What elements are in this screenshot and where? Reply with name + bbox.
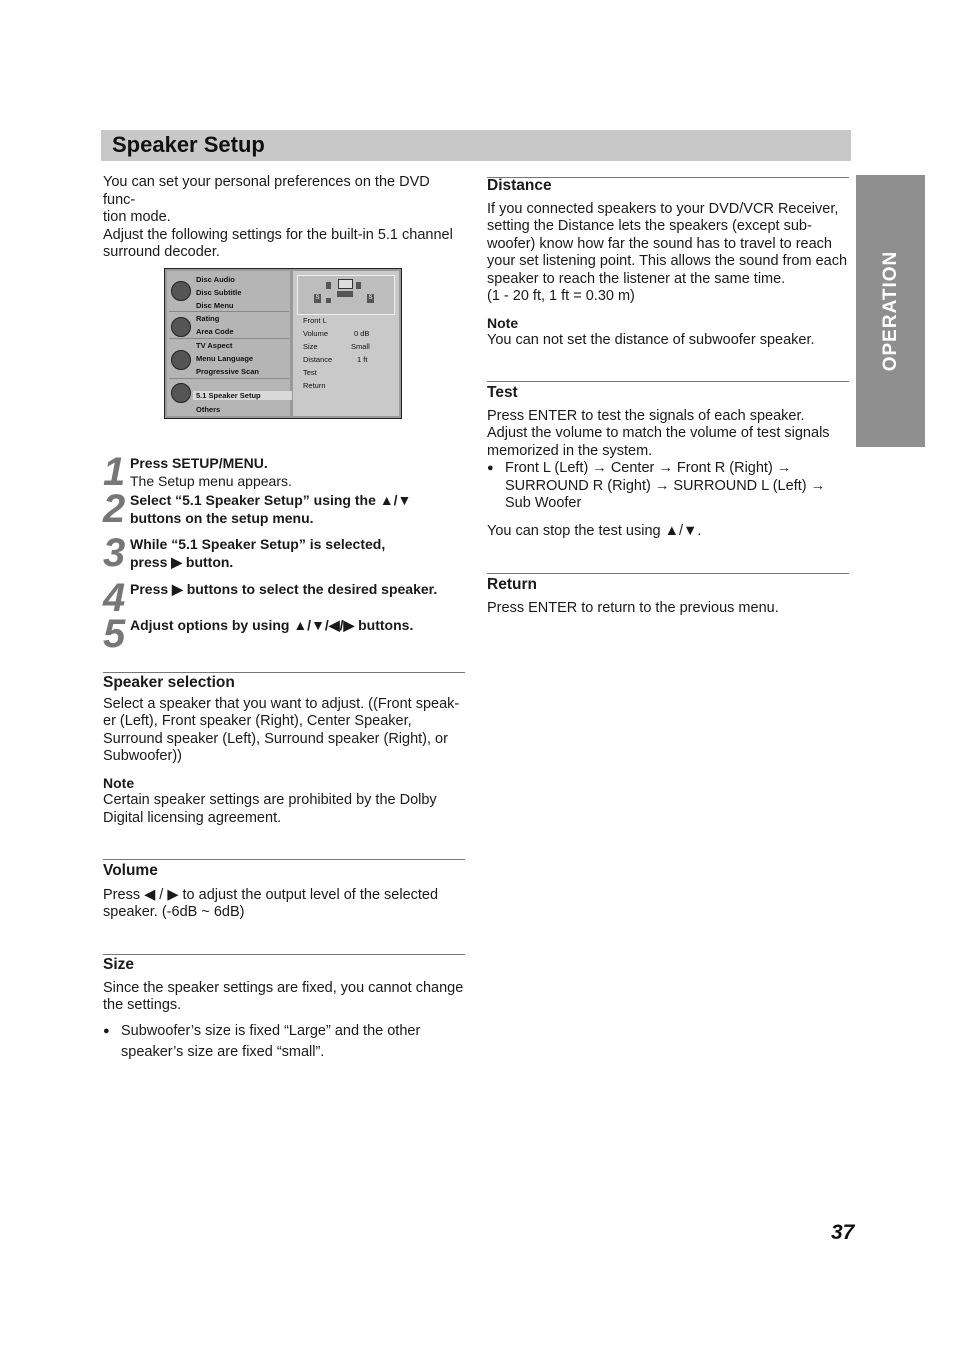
bullet-item bbox=[103, 1021, 465, 1063]
section-divider bbox=[487, 573, 849, 574]
step-instruction: While “5.1 Speaker Setup” is selected, bbox=[130, 536, 386, 552]
body-line: You can stop the test using ▲/▼. bbox=[487, 522, 702, 539]
section-divider bbox=[103, 672, 465, 673]
step-instruction: Press SETUP/MENU. bbox=[130, 455, 268, 471]
bullet-line: speaker’s size are fixed “small”. bbox=[121, 1043, 325, 1060]
step-number: 5 bbox=[103, 612, 126, 656]
body-line: Adjust the volume to match the volume of test signals bbox=[487, 425, 830, 441]
note-line: Certain speaker settings are prohibited by the Dolby bbox=[103, 792, 437, 808]
note-heading: Note bbox=[487, 314, 519, 331]
section-divider bbox=[103, 859, 465, 860]
note-heading: Note bbox=[103, 774, 135, 791]
menu-item-selected: 5.1 Speaker Setup bbox=[193, 391, 292, 400]
bullet-line: ● Subwoofer’s size is fixed “Large” and the other bbox=[121, 1022, 421, 1039]
section-tab-label: OPERATION bbox=[879, 250, 901, 372]
step-instruction: Adjust options by using ▲/▼/◀/▶ buttons. bbox=[130, 617, 414, 633]
setup-menu-left-panel bbox=[167, 271, 290, 416]
body-line: the settings. bbox=[103, 997, 182, 1013]
intro-line: You can set your personal preferences on the DVD func- bbox=[103, 174, 430, 208]
speaker-icon bbox=[171, 383, 191, 403]
size-section bbox=[103, 956, 465, 1063]
center-speaker-icon bbox=[337, 291, 353, 297]
page-title: Speaker Setup bbox=[112, 132, 265, 157]
speaker-selection-section bbox=[103, 674, 465, 827]
step-text bbox=[130, 535, 385, 571]
bullet-line: SURROUND R (Right) → SURROUND L (Left) → bbox=[505, 477, 826, 494]
volume-section bbox=[103, 862, 465, 922]
body-line: speaker. (-6dB ~ 6dB) bbox=[103, 904, 245, 920]
step-text bbox=[130, 616, 413, 634]
menu-item: Rating bbox=[196, 314, 220, 323]
tv-screen-icon bbox=[338, 279, 353, 289]
body-line: Subwoofer)) bbox=[103, 748, 182, 764]
subwoofer-icon bbox=[326, 298, 331, 303]
option-label: Distance bbox=[303, 355, 333, 364]
body-line: Press ◀ / ▶ to adjust the output level of the selected bbox=[103, 886, 439, 903]
section-heading: Test bbox=[487, 384, 518, 401]
bullet-line: ● Front L (Left) → Center → Front R (Right) → bbox=[505, 460, 792, 476]
body-line: speaker to reach the listener at the same time. bbox=[487, 270, 786, 287]
body-line: your set listening point. This allows the sound from each bbox=[487, 253, 848, 269]
body-line: er (Left), Front speaker (Right), Center Speaker, bbox=[103, 713, 412, 729]
page-number: 37 bbox=[831, 1221, 855, 1244]
step-text bbox=[130, 580, 437, 598]
section-heading: Speaker selection bbox=[103, 674, 235, 691]
option-label: Return bbox=[303, 381, 326, 390]
body-line: memorized in the system. bbox=[487, 442, 653, 459]
speaker-name: Front L bbox=[303, 316, 327, 325]
menu-item: Progressive Scan bbox=[196, 367, 259, 376]
menu-item: Disc Menu bbox=[196, 301, 234, 310]
note-line: You can not set the distance of subwoofer speaker. bbox=[487, 332, 815, 348]
section-divider bbox=[103, 954, 465, 955]
front-right-speaker-icon bbox=[356, 282, 361, 289]
intro-line: surround decoder. bbox=[103, 244, 220, 260]
return-section bbox=[487, 576, 849, 617]
step-text bbox=[130, 491, 411, 527]
body-line: Press ENTER to return to the previous menu. bbox=[487, 599, 779, 616]
distance-section bbox=[487, 177, 849, 350]
body-line: (1 - 20 ft, 1 ft = 0.30 m) bbox=[487, 288, 635, 304]
menu-item: TV Aspect bbox=[196, 341, 233, 350]
note-line: Digital licensing agreement. bbox=[103, 809, 282, 826]
body-line: setting the Distance lets the speakers (except sub- bbox=[487, 218, 812, 234]
surround-right-speaker-icon: S bbox=[368, 295, 373, 301]
menu-item: Menu Language bbox=[196, 354, 254, 363]
menu-item: Disc Audio bbox=[196, 275, 235, 284]
body-line: Since the speaker settings are fixed, you cannot change bbox=[103, 979, 464, 996]
body-line: Surround speaker (Left), Surround speaker (Right), or bbox=[103, 730, 448, 747]
section-heading: Distance bbox=[487, 177, 552, 194]
step-number: 2 bbox=[103, 487, 126, 531]
bullet-item bbox=[487, 460, 849, 513]
intro-line: Adjust the following settings for the built-in 5.1 channel bbox=[103, 226, 453, 243]
step-instruction: press ▶ button. bbox=[130, 554, 234, 570]
intro-line: tion mode. bbox=[103, 209, 171, 225]
step-instruction: Press ▶ buttons to select the desired speaker. bbox=[130, 581, 438, 597]
step-number: 3 bbox=[103, 531, 126, 575]
step-number: 4 bbox=[103, 576, 126, 620]
section-divider bbox=[487, 381, 849, 382]
option-label: Volume bbox=[303, 329, 329, 338]
surround-left-speaker-icon: S bbox=[315, 295, 320, 301]
section-heading: Volume bbox=[103, 862, 158, 879]
speaker-layout-diagram bbox=[297, 275, 395, 315]
title-bar bbox=[101, 130, 851, 161]
menu-item: Disc Subtitle bbox=[196, 288, 242, 297]
option-value: 1 ft bbox=[357, 355, 368, 364]
section-heading: Return bbox=[487, 576, 537, 593]
body-line: Press ENTER to test the signals of each speaker. bbox=[487, 407, 805, 424]
step-result: The Setup menu appears. bbox=[130, 473, 292, 489]
front-left-speaker-icon bbox=[326, 282, 331, 289]
step-instruction: buttons on the setup menu. bbox=[130, 510, 314, 526]
step-instruction: Select “5.1 Speaker Setup” using the ▲/▼ bbox=[130, 492, 412, 508]
setup-menu-right-panel bbox=[293, 271, 399, 416]
section-tab bbox=[856, 175, 925, 447]
option-value: Small bbox=[351, 342, 370, 351]
option-label: Test bbox=[303, 368, 317, 377]
setup-menu-screenshot bbox=[164, 268, 402, 419]
option-value: 0 dB bbox=[354, 329, 370, 338]
menu-item: Others bbox=[196, 405, 221, 414]
bullet-line: Sub Woofer bbox=[505, 495, 582, 511]
step-number: 1 bbox=[103, 450, 126, 494]
step-text bbox=[130, 454, 292, 490]
body-line: Select a speaker that you want to adjust. ((Front speak- bbox=[103, 695, 460, 712]
body-line: woofer) know how far the sound has to travel to reach bbox=[487, 235, 832, 252]
test-section bbox=[487, 384, 849, 540]
menu-item: Area Code bbox=[196, 327, 234, 336]
intro-text bbox=[103, 174, 463, 262]
section-heading: Size bbox=[103, 956, 135, 973]
option-label: Size bbox=[303, 342, 318, 351]
body-line: If you connected speakers to your DVD/VCR Receiver, bbox=[487, 200, 839, 217]
